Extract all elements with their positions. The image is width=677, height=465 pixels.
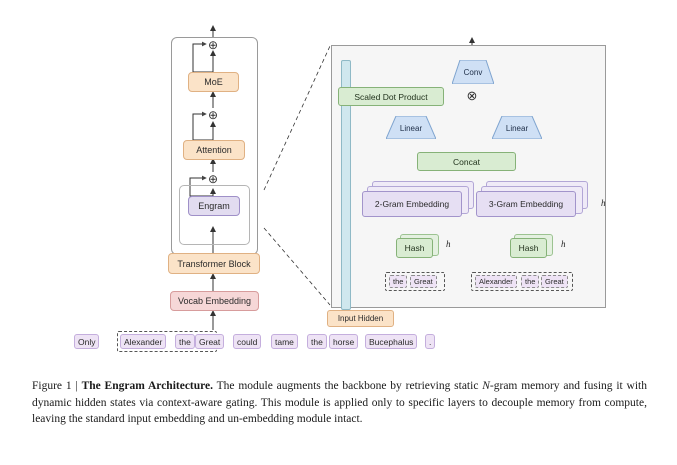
attention-label: Attention bbox=[196, 145, 232, 155]
caption-label: Figure 1 | bbox=[32, 380, 78, 392]
engram-detail-panel bbox=[331, 45, 606, 308]
token-7 bbox=[329, 334, 358, 349]
token-text: Great bbox=[199, 336, 221, 347]
scaled-dot-product-node bbox=[338, 87, 444, 106]
moe-label: MoE bbox=[204, 77, 223, 87]
token-2 bbox=[175, 334, 195, 349]
h-label-embeddings bbox=[601, 198, 606, 208]
h-text: h bbox=[446, 239, 451, 249]
token-3 bbox=[195, 334, 224, 349]
token-text: Great bbox=[414, 277, 433, 286]
token-text: the bbox=[179, 336, 191, 347]
token-text: Bucephalus bbox=[369, 336, 414, 347]
transformer-block-label: Transformer Block bbox=[177, 258, 251, 269]
add-symbol-mid bbox=[206, 108, 220, 122]
two-gram-label: 2-Gram Embedding bbox=[374, 199, 450, 209]
add-symbol-top bbox=[206, 38, 220, 52]
token-text: the bbox=[311, 336, 323, 347]
conv-label-wrap bbox=[452, 60, 494, 84]
token-0 bbox=[74, 334, 99, 349]
three-gram-label: 3-Gram Embedding bbox=[488, 199, 564, 209]
linear-left-label: Linear bbox=[399, 124, 423, 133]
add-glyph: ⊕ bbox=[207, 172, 219, 186]
token-1 bbox=[120, 334, 166, 349]
add-symbol-engram bbox=[206, 172, 220, 186]
conv-label: Conv bbox=[463, 67, 483, 77]
engram-inner-box bbox=[179, 185, 250, 245]
panel-right-token-2 bbox=[541, 275, 568, 288]
h-text: h bbox=[561, 239, 566, 249]
input-hidden-label: Input Hidden bbox=[337, 314, 384, 323]
panel-left-token-0 bbox=[389, 275, 407, 288]
h-label-hash-right bbox=[561, 239, 566, 249]
transformer-block bbox=[168, 253, 260, 274]
token-text: Great bbox=[545, 277, 564, 286]
linear-right-label: Linear bbox=[505, 124, 529, 133]
conv-node bbox=[452, 60, 494, 84]
token-8 bbox=[365, 334, 417, 349]
caption-body-1: The module augments the backbone by retrieving static bbox=[213, 380, 483, 392]
hash-right-node bbox=[510, 238, 547, 258]
multiply-symbol bbox=[464, 88, 480, 104]
token-text: Only bbox=[78, 336, 96, 347]
caption-title: The Engram Architecture. bbox=[81, 380, 214, 392]
token-text: horse bbox=[333, 336, 355, 347]
concat-label: Concat bbox=[453, 156, 480, 167]
token-text: the bbox=[525, 277, 536, 286]
token-text: Alexander bbox=[479, 277, 513, 286]
linear-left-node bbox=[386, 116, 436, 139]
concat-node bbox=[417, 152, 516, 171]
token-text: tame bbox=[275, 336, 294, 347]
token-4 bbox=[233, 334, 261, 349]
panel-right-token-1 bbox=[521, 275, 539, 288]
engram-label: Engram bbox=[198, 201, 230, 211]
three-gram-embedding-node bbox=[476, 191, 576, 217]
vocab-embedding-label: Vocab Embedding bbox=[177, 296, 252, 306]
panel-right-token-0 bbox=[475, 275, 517, 288]
hash-left-node bbox=[396, 238, 433, 258]
linear-left-label-wrap bbox=[386, 117, 436, 140]
linear-right-label-wrap bbox=[492, 117, 542, 140]
h-label-hash-left bbox=[446, 239, 451, 249]
token-6 bbox=[307, 334, 327, 349]
add-glyph: ⊕ bbox=[207, 108, 219, 122]
vocab-embedding-block bbox=[170, 291, 259, 311]
token-5 bbox=[271, 334, 298, 349]
h-text: h bbox=[601, 198, 606, 208]
panel-left-token-1 bbox=[410, 275, 437, 288]
multiply-glyph: ⊗ bbox=[466, 88, 478, 103]
caption-italic-n: N bbox=[482, 380, 490, 392]
input-hidden-node bbox=[327, 310, 394, 327]
hash-right-label: Hash bbox=[518, 243, 539, 253]
scaled-dot-product-label: Scaled Dot Product bbox=[354, 91, 428, 102]
token-text: could bbox=[237, 336, 258, 347]
two-gram-embedding-node bbox=[362, 191, 462, 217]
add-glyph: ⊕ bbox=[207, 38, 219, 52]
token-text: Alexander bbox=[124, 336, 163, 347]
figure-caption bbox=[32, 378, 647, 428]
linear-right-node bbox=[492, 116, 542, 139]
caption-body-2: -gram memory and fusing it with dynamic hidden states via context-aware gating. This module is applied only to specific layers to decouple memory from compute, leaving the standard input embedding and un-embedding module intact. bbox=[32, 380, 648, 426]
token-text: the bbox=[393, 277, 404, 286]
token-text: . bbox=[429, 336, 432, 347]
hash-left-label: Hash bbox=[404, 243, 425, 253]
token-9 bbox=[425, 334, 435, 349]
